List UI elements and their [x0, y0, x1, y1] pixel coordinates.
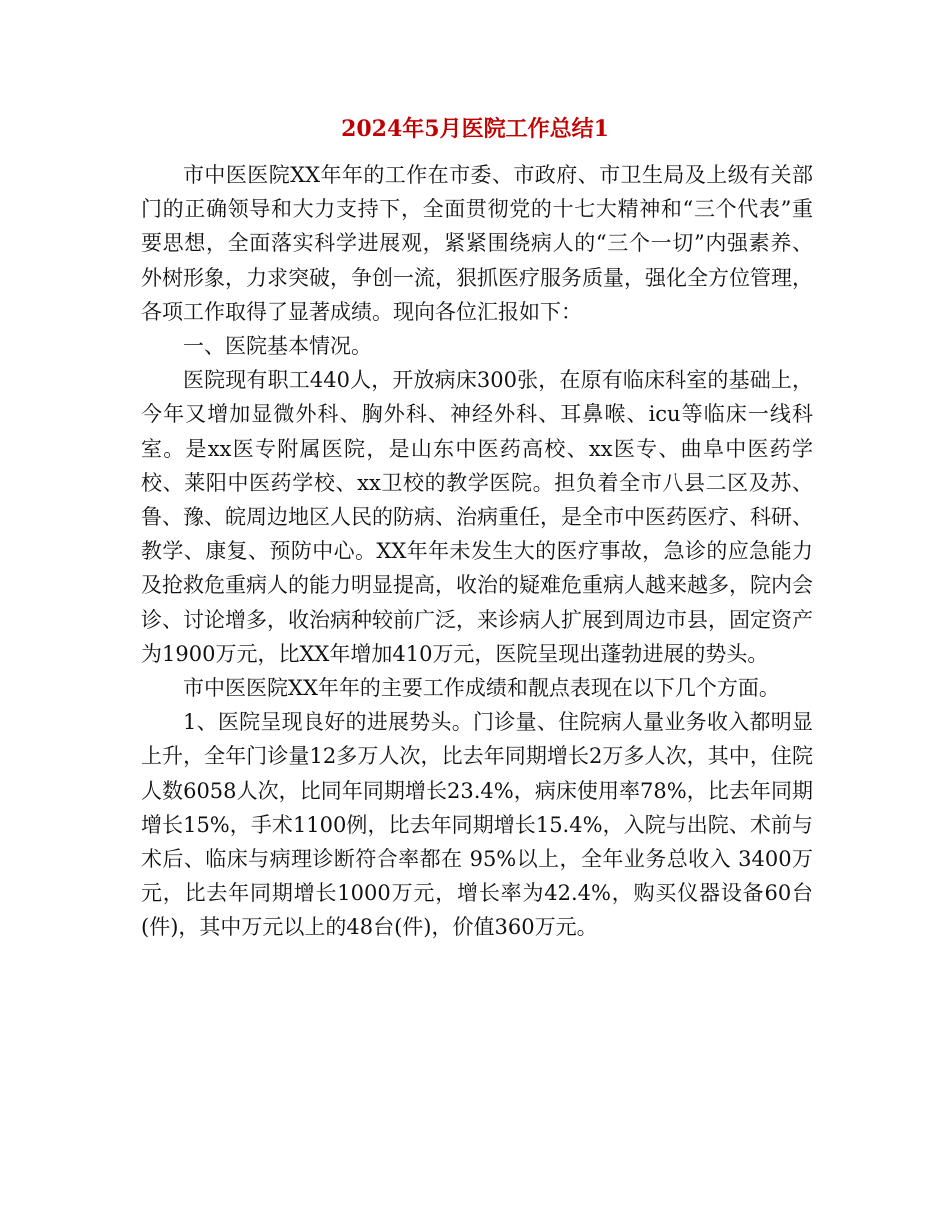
- paragraph-achievement-1: 1、医院呈现良好的进展势头。门诊量、住院病人量业务收入都明显上升，全年门诊量12多万人次，比去年同期增长2万多人次，其中，住院人数6058人次，比同年同期增长23.4%，病床使用率78%，比去年同期增长15%，手术1100例，比去年同期增长15.4%，入院与出院、术前与术后、临床与病理诊断符合率都在 95%以上，全年业务总收入 3400万元，比去年同期增长1000万元，增长率为42.4%，购买仪器设备60台(件)，其中万元以上的48台(件)，价值360万元。: [141, 710, 813, 940]
- paragraph-basic-info: 医院现有职工440人，开放病床300张，在原有临床科室的基础上，今年又增加显微外科、胸外科、神经外科、耳鼻喉、icu等临床一线科室。是xx医专附属医院，是山东中医药高校、xx医专、曲阜中医药学校、莱阳中医药学校、xx卫校的教学医院。担负着全市八县二区及苏、鲁、豫、皖周边地区人民的防病、治病重任，是全市中医药医疗、科研、教学、康复、预防中心。XX年年未发生大的医疗事故，急诊的应急能力及抢救危重病人的能力明显提高，收治的疑难危重病人越来越多，院内会诊、讨论增多，收治病种较前广泛，来诊病人扩展到周边市县，固定资产为1900万元，比XX年增加410万元，医院呈现出蓬勃进展的势头。: [141, 368, 813, 666]
- paragraph-intro: 市中医医院XX年年的工作在市委、市政府、市卫生局及上级有关部门的正确领导和大力支持下，全面贯彻党的十七大精神和“三个代表”重要思想，全面落实科学进展观，紧紧围绕病人的“三个一切”内强素养、外树形象，力求突破，争创一流，狠抓医疗服务质量，强化全方位管理，各项工作取得了显著成绩。现向各位汇报如下：: [141, 163, 813, 324]
- document-title: 2024年5月医院工作总结1: [341, 116, 609, 142]
- section-heading-basic-info: 一、医院基本情况。: [183, 334, 372, 359]
- document-body: [141, 158, 813, 945]
- paragraph-achievements-intro: 市中医医院XX年年的主要工作成绩和靓点表现在以下几个方面。: [183, 676, 780, 701]
